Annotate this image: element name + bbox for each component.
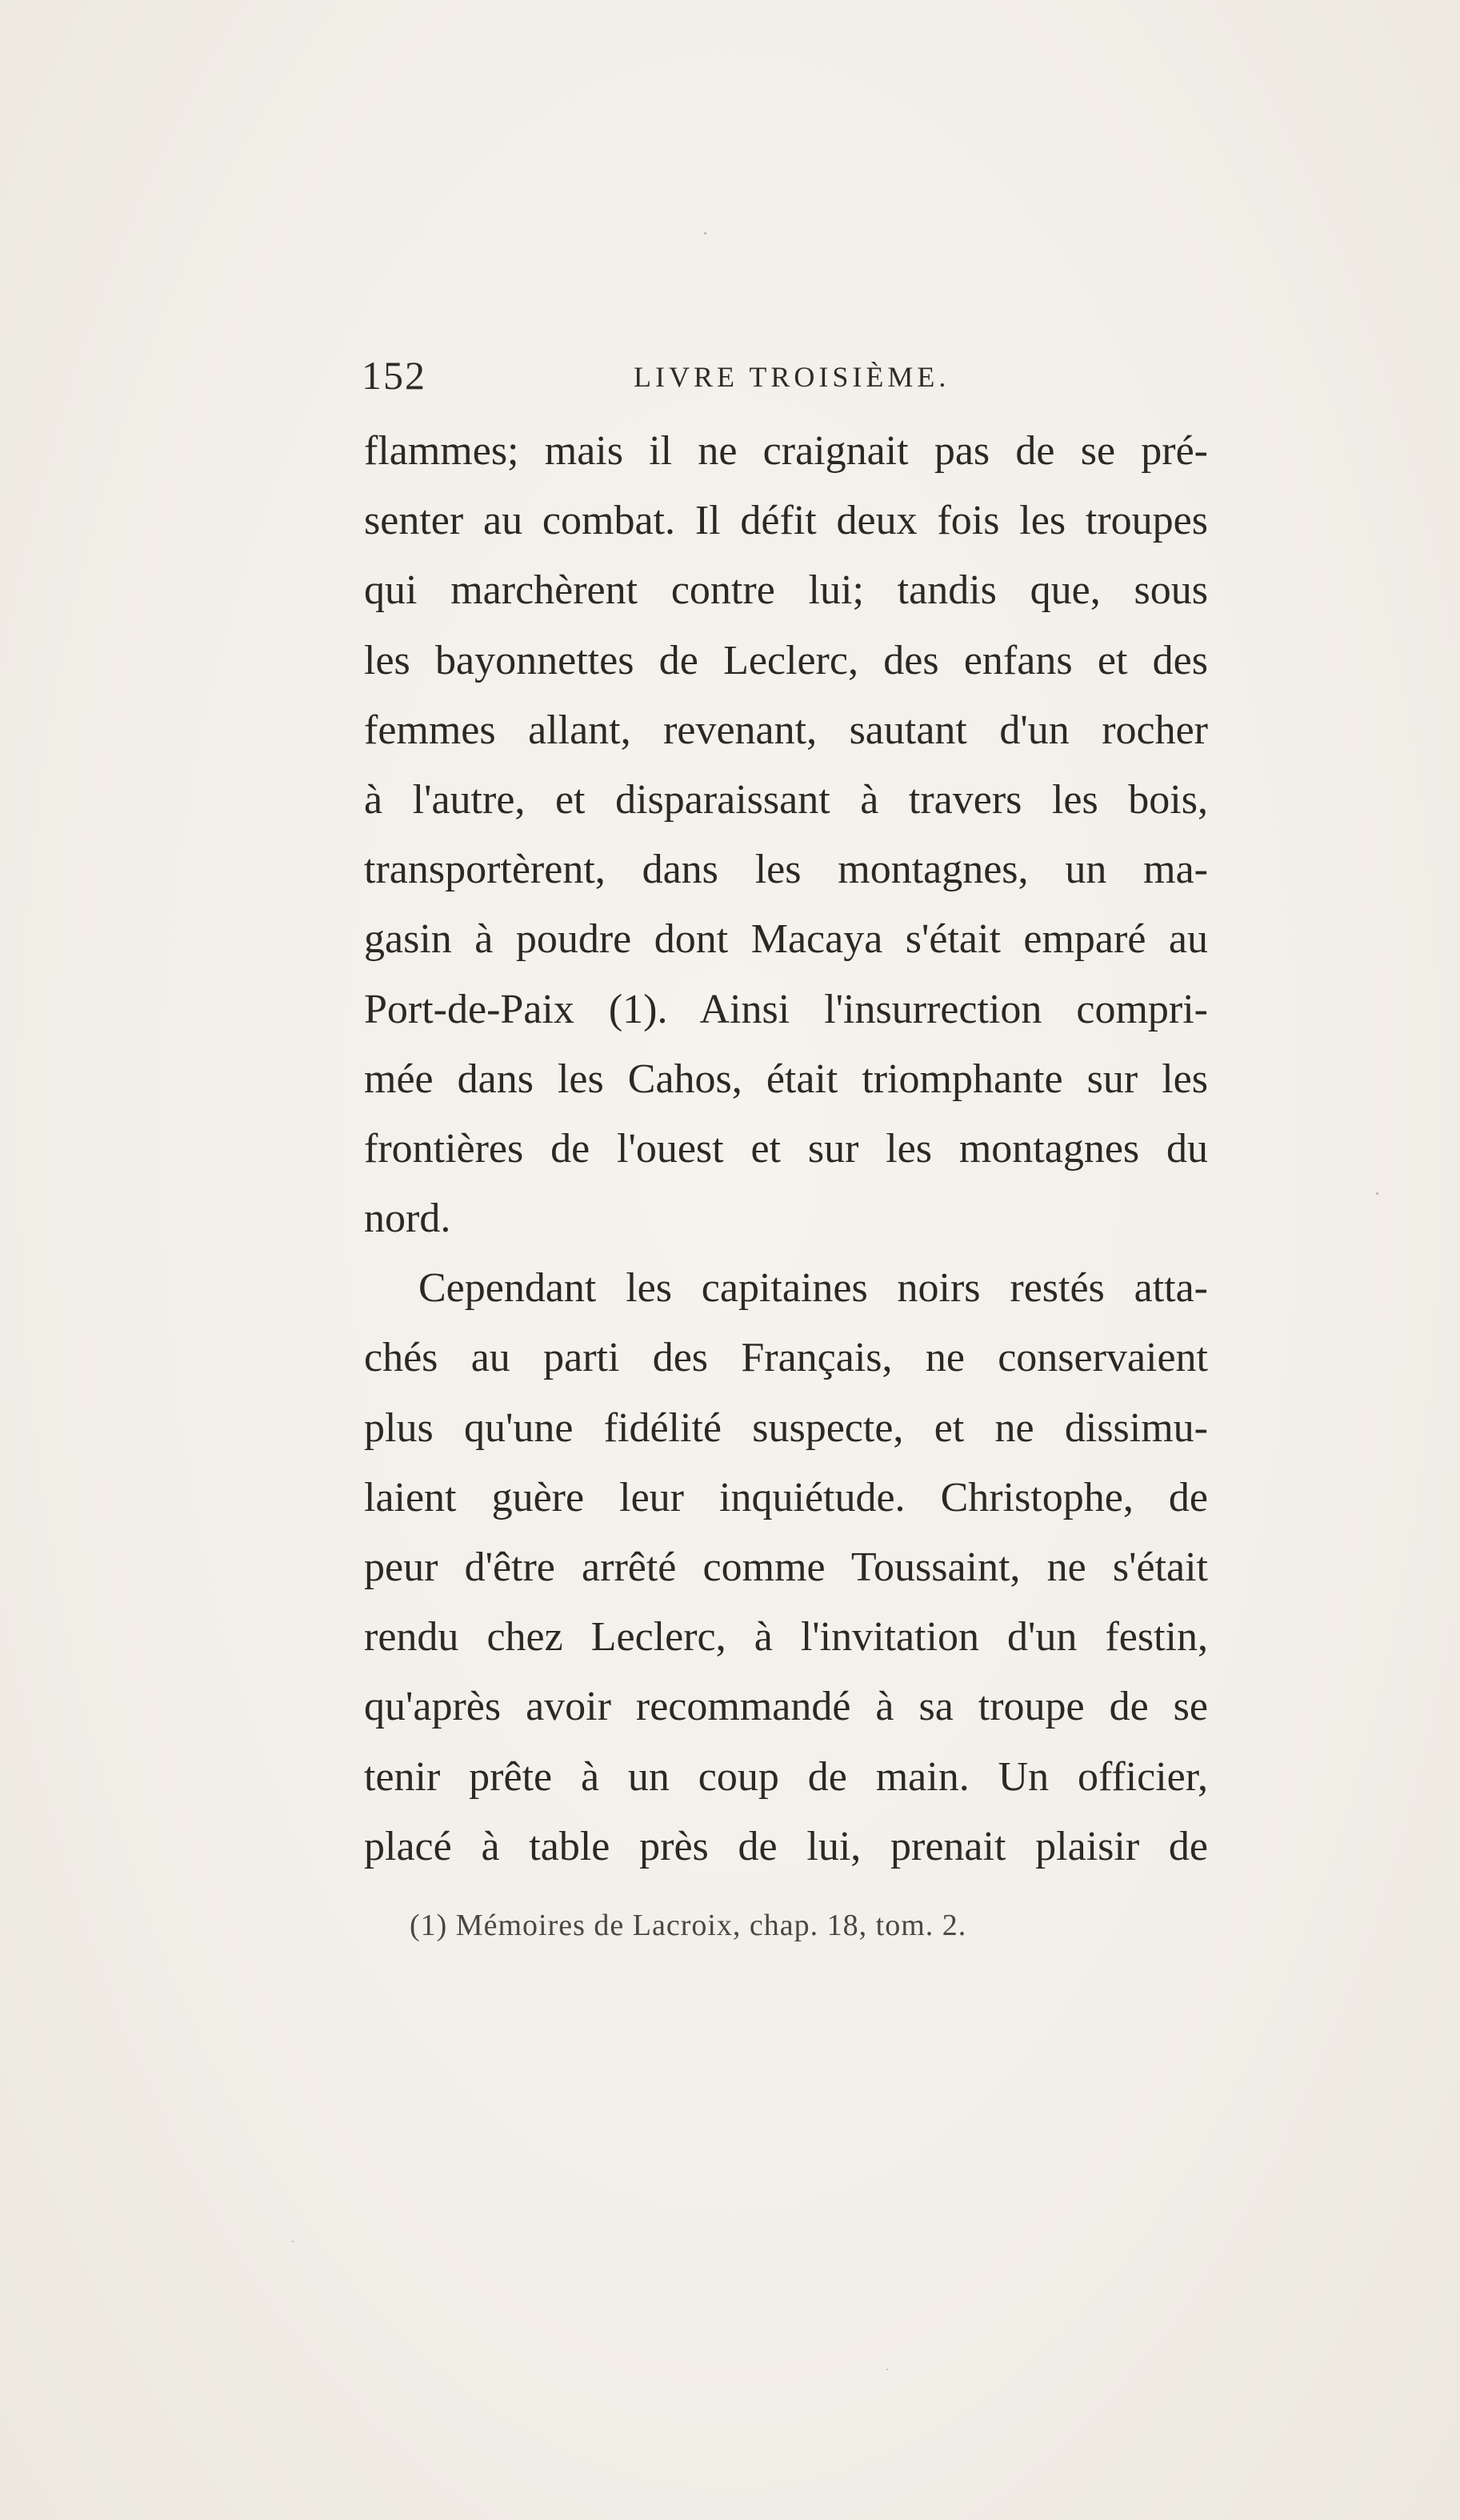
- running-head: LIVRE TROISIÈME.: [634, 361, 950, 393]
- text-line: chés au parti des Français, ne conservaient: [364, 1335, 1208, 1381]
- text-line: senter au combat. Il défit deux fois les troupes: [364, 498, 1208, 544]
- text-line: Port-de-Paix (1). Ainsi l'insurrection compri-: [364, 986, 1208, 1032]
- page-number: 152: [362, 353, 426, 398]
- text-line: laient guère leur inquiétude. Christophe, de: [364, 1474, 1208, 1520]
- footnote: (1) Mémoires de Lacroix, chap. 18, tom. 2.: [410, 1909, 967, 1942]
- text-line: transportèrent, dans les montagnes, un ma-: [364, 847, 1208, 893]
- text-line: qui marchèrent contre lui; tandis que, sous: [364, 567, 1208, 614]
- text-line: qu'après avoir recommandé à sa troupe de se: [364, 1684, 1208, 1730]
- text-line: placé à table près de lui, prenait plaisir de: [364, 1823, 1208, 1869]
- text-line: les bayonnettes de Leclerc, des enfans et des: [364, 637, 1208, 683]
- text-line: nord.: [364, 1196, 451, 1242]
- text-line: à l'autre, et disparaissant à travers les bois,: [364, 776, 1208, 823]
- text-line: flammes; mais il ne craignait pas de se pré-: [364, 428, 1208, 474]
- text-line: tenir prête à un coup de main. Un officier,: [364, 1753, 1208, 1800]
- text-line: frontières de l'ouest et sur les montagnes du: [364, 1125, 1208, 1172]
- text-line: peur d'être arrêté comme Toussaint, ne s'était: [364, 1544, 1208, 1590]
- text-line: gasin à poudre dont Macaya s'était emparé au: [364, 916, 1208, 963]
- text-line: femmes allant, revenant, sautant d'un rocher: [364, 707, 1208, 753]
- text-line: rendu chez Leclerc, à l'invitation d'un festin,: [364, 1614, 1208, 1661]
- text-line: mée dans les Cahos, était triomphante sur les: [364, 1056, 1208, 1102]
- text-line: plus qu'une fidélité suspecte, et ne dissimu-: [364, 1404, 1208, 1451]
- page-header: [362, 352, 1202, 408]
- body-text: [364, 416, 1208, 1881]
- text-line: Cependant les capitaines noirs restés atta-: [418, 1265, 1208, 1312]
